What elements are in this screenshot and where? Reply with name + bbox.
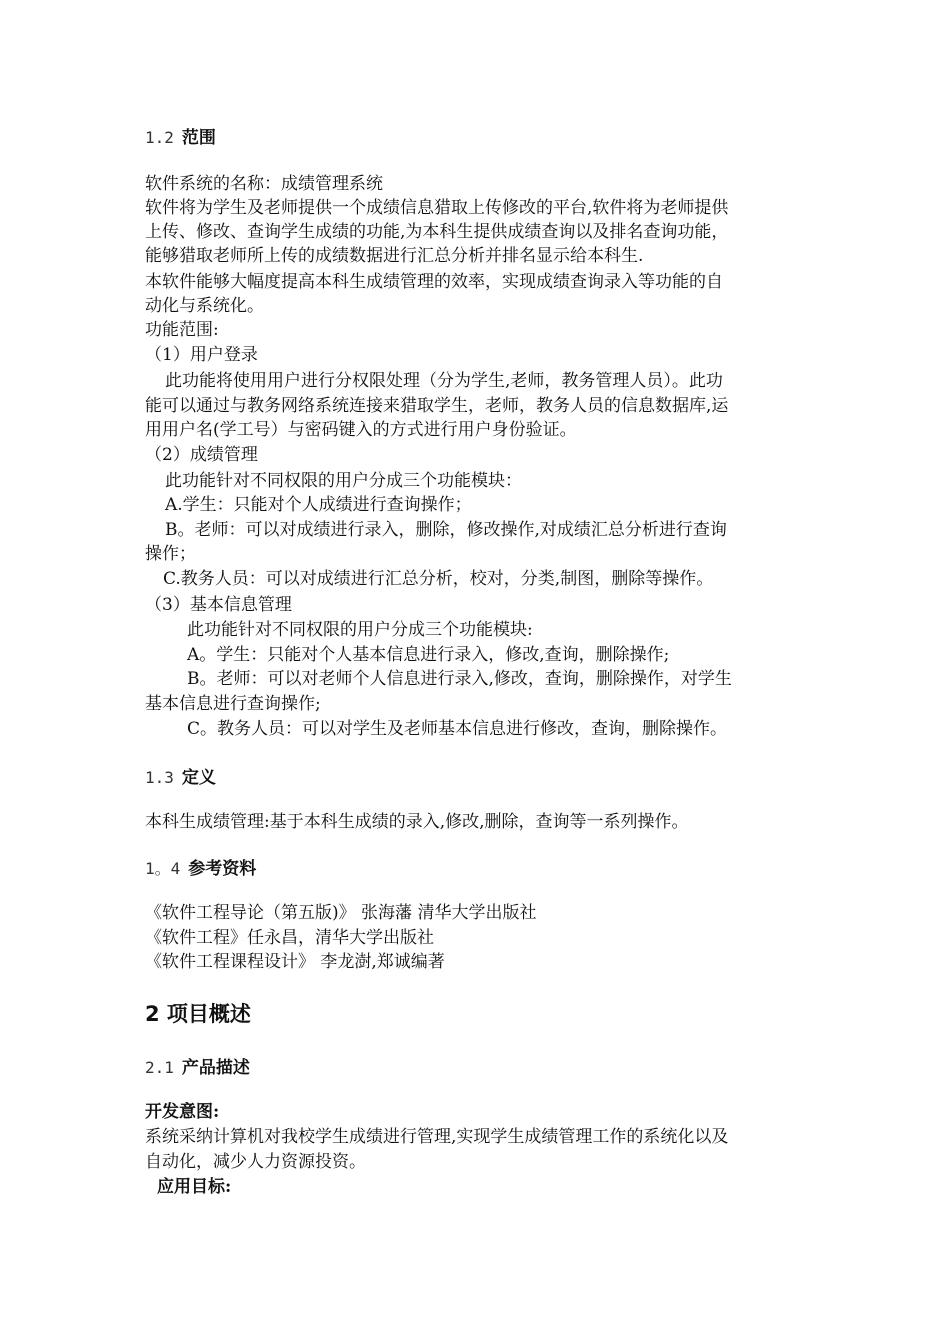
paragraph-line: 此功能针对不同权限的用户分成三个功能模块： — [165, 471, 522, 491]
paragraph-line: 功能范围: — [145, 320, 219, 340]
section-1-2-heading — [145, 125, 216, 151]
section-title: 参考资料 — [188, 859, 257, 879]
dev-intent-label: 开发意图: — [145, 1102, 220, 1122]
feature-heading-2: （2）成绩管理 — [145, 445, 258, 465]
paragraph-line: 软件系统的名称：成绩管理系统 — [145, 174, 383, 194]
list-item: C.教务人员：可以对成绩进行汇总分析，校对，分类,制图，删除等操作。 — [163, 569, 714, 589]
paragraph-line: 此功能针对不同权限的用户分成三个功能模块: — [187, 620, 533, 640]
app-goal-label: 应用目标: — [157, 1177, 232, 1197]
paragraph-line: 用用户名(学工号）与密码键入的方式进行用户身份验证。 — [145, 420, 577, 440]
list-item: A.学生：只能对个人成绩进行查询操作； — [165, 495, 472, 515]
section-2-1-heading — [145, 1055, 250, 1081]
section-1-3-heading — [145, 765, 216, 791]
section-2-heading: 2 项目概述 — [145, 1002, 251, 1026]
list-item: B。老师：可以对成绩进行录入，删除，修改操作,对成绩汇总分析进行查询 — [165, 520, 727, 540]
paragraph-line: 基本信息进行查询操作; — [145, 694, 321, 714]
section-title: 产品描述 — [181, 1058, 250, 1078]
definition-text: 本科生成绩管理:基于本科生成绩的录入,修改,删除，查询等一系列操作。 — [145, 812, 689, 832]
reference-item: 《软件工程导论（第五版)》 张海藩 清华大学出版社 — [145, 903, 537, 923]
reference-item: 《软件工程》任永昌，清华大学出版社 — [145, 928, 434, 948]
reference-item: 《软件工程课程设计》 李龙澍,郑诚编著 — [145, 952, 445, 972]
paragraph-line: 操作； — [145, 544, 196, 564]
paragraph-line: 本软件能够大幅度提高本科生成绩管理的效率，实现成绩查询录入等功能的自 — [145, 272, 723, 292]
paragraph-line: 自动化，减少人力资源投资。 — [145, 1152, 366, 1172]
section-number: 1.2 — [145, 128, 174, 147]
paragraph-line: 软件将为学生及老师提供一个成绩信息猎取上传修改的平台,软件将为老师提供 — [145, 198, 729, 218]
section-title: 范围 — [181, 128, 216, 148]
paragraph-line: 动化与系统化。 — [145, 296, 264, 316]
paragraph-line: 系统采纳计算机对我校学生成绩进行管理,实现学生成绩管理工作的系统化以及 — [145, 1127, 729, 1147]
section-number: 1.3 — [145, 768, 174, 787]
feature-heading-3: （3）基本信息管理 — [145, 595, 292, 615]
list-item: B。老师：可以对老师个人信息进行录入,修改，查询，删除操作，对学生 — [187, 669, 732, 689]
section-number: 1。4 — [145, 859, 181, 878]
section-title: 定义 — [181, 768, 216, 788]
paragraph-line: 此功能将使用用户进行分权限处理（分为学生,老师，教务管理人员）。此功 — [165, 371, 723, 391]
paragraph-line: 上传、修改、查询学生成绩的功能,为本科生提供成绩查询以及排名查询功能， — [145, 222, 729, 242]
list-item: A。学生：只能对个人基本信息进行录入，修改,查询，删除操作; — [187, 645, 670, 665]
section-number: 2.1 — [145, 1058, 174, 1077]
paragraph-line: 能够猎取老师所上传的成绩数据进行汇总分析并排名显示给本科生. — [145, 246, 644, 266]
section-1-4-heading — [145, 856, 256, 882]
feature-heading-1: （1）用户登录 — [145, 345, 258, 365]
paragraph-line: 能可以通过与教务网络系统连接来猎取学生，老师，教务人员的信息数据库,运 — [145, 396, 729, 416]
list-item: C。教务人员：可以对学生及老师基本信息进行修改，查询，删除操作。 — [187, 719, 728, 739]
